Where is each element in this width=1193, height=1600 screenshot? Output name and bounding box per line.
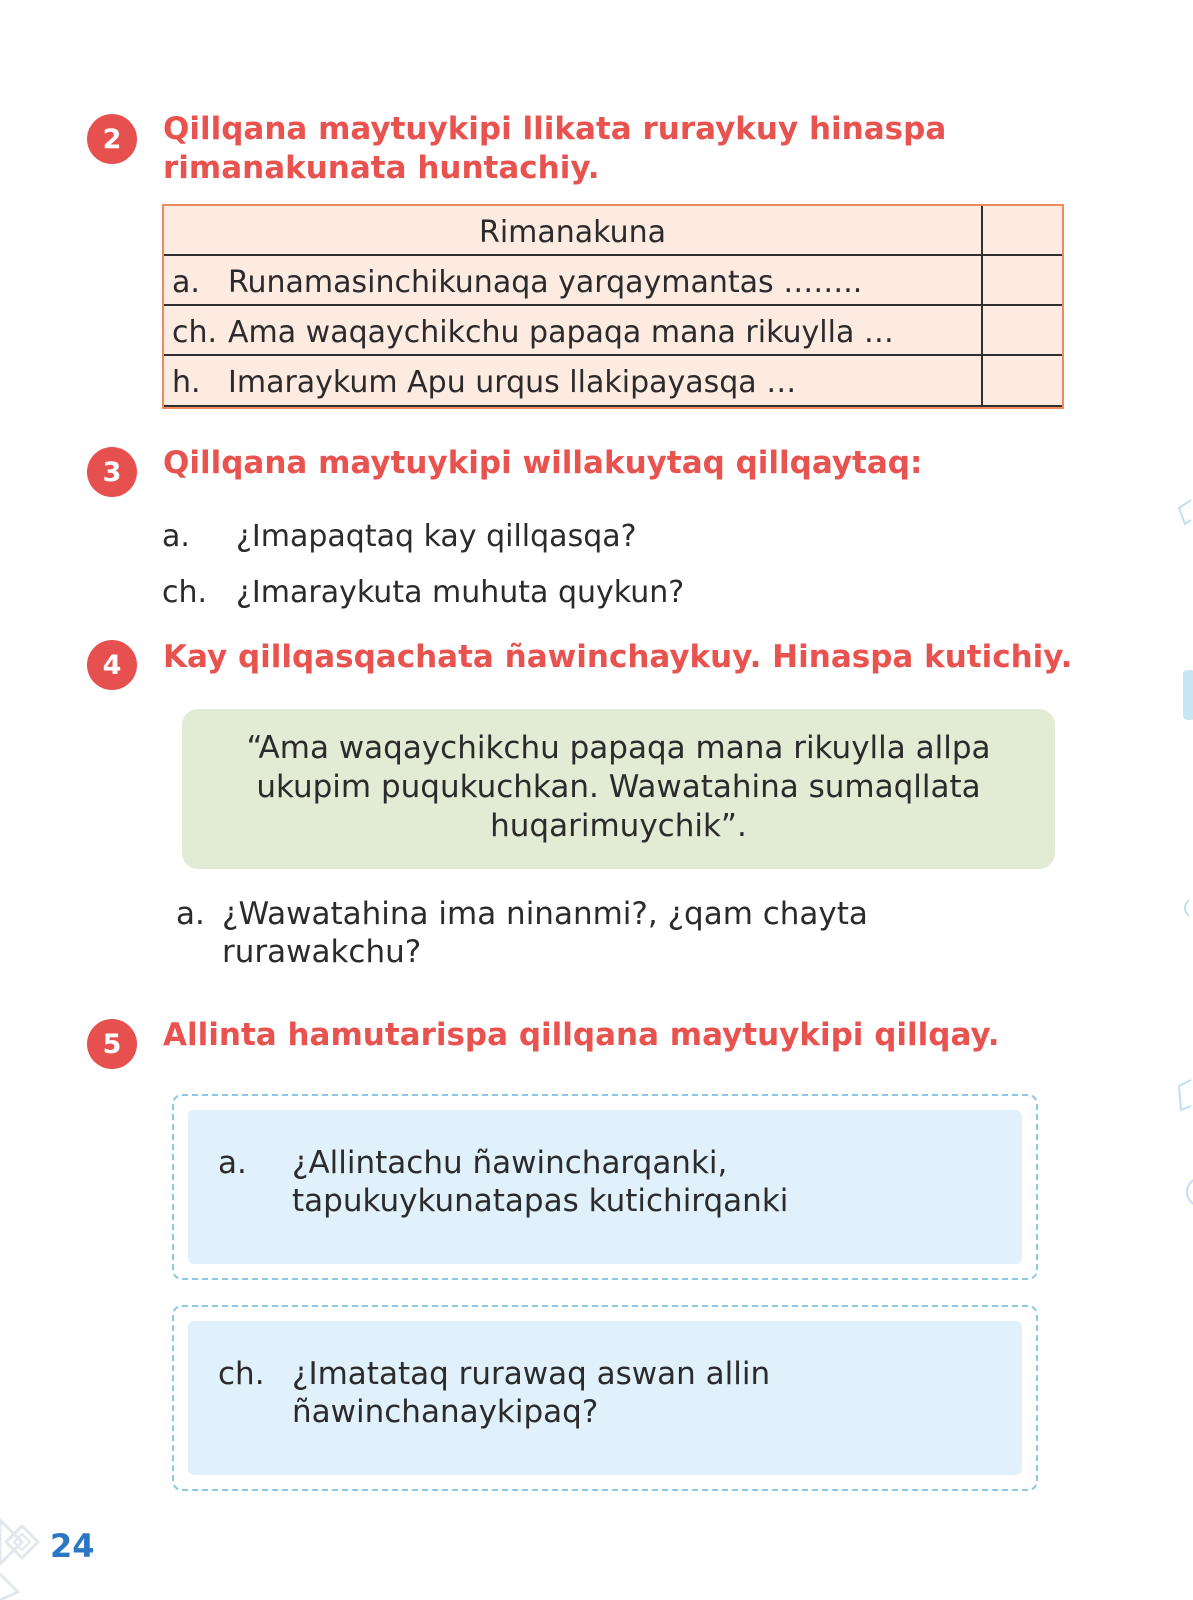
reflection-box xyxy=(172,1305,1038,1491)
item-text: ¿Imapaqtaq kay qillqasqa? xyxy=(236,519,637,554)
question-3-badge: 3 xyxy=(87,447,137,497)
question-4-title: Kay qillqasqachata ñawinchaykuy. Hinaspa kutichiy. xyxy=(163,639,1073,675)
reflection-letter: ch. xyxy=(218,1356,265,1392)
subquestion-letter: a. xyxy=(176,896,205,932)
item-letter: a. xyxy=(162,519,190,554)
reflection-letter: a. xyxy=(218,1145,247,1181)
reflection-line-2: ñawinchanaykipaq? xyxy=(292,1394,599,1430)
row-statement: Ama waqaychikchu papaqa mana rikuylla … xyxy=(228,315,894,350)
statements-table xyxy=(162,204,1064,409)
edge-doodle-icon xyxy=(1167,480,1193,1240)
subquestion-line-2: rurawakchu? xyxy=(222,934,422,970)
table-header: Rimanakuna xyxy=(478,215,667,250)
question-2-title xyxy=(163,110,946,188)
table-row-text xyxy=(172,264,862,302)
question-2-title-line2: rimanakunata huntachiy. xyxy=(163,150,600,186)
question-3-title: Qillqana maytuykipi willakuytaq qillqaytaq: xyxy=(163,445,923,481)
reflection-box-fill xyxy=(188,1321,1022,1475)
item-text: ¿Imaraykuta muhuta quykun? xyxy=(236,575,685,610)
table-header-row xyxy=(164,206,1062,256)
reflection-box xyxy=(172,1094,1038,1280)
question-2-title-line1: Qillqana maytuykipi llikata ruraykuy hinaspa xyxy=(163,111,947,147)
row-letter: ch. xyxy=(172,315,218,350)
table-row xyxy=(164,356,1062,407)
quote-line-2: ukupim puqukuchkan. Wawatahina sumaqllata xyxy=(256,769,981,805)
table-row-text xyxy=(172,314,894,352)
table-row xyxy=(164,256,1062,306)
page-number: 24 xyxy=(50,1527,95,1565)
question-5-badge: 5 xyxy=(87,1019,137,1069)
quote-line-3: huqarimuychik”. xyxy=(490,808,747,844)
quote-box xyxy=(182,709,1055,869)
table-row xyxy=(164,306,1062,356)
question-2-badge: 2 xyxy=(87,114,137,164)
item-letter: ch. xyxy=(162,575,208,610)
quote-line-1: “Ama waqaychikchu papaqa mana rikuylla allpa xyxy=(246,730,991,766)
question-5-title: Allinta hamutarispa qillqana maytuykipi qillqay. xyxy=(163,1017,1000,1053)
reflection-line-2: tapukuykunatapas kutichirqanki xyxy=(292,1183,789,1219)
reflection-line-1: ¿Allintachu ñawincharqanki, xyxy=(292,1145,728,1181)
reflection-item xyxy=(218,1355,770,1431)
reflection-line-1: ¿Imatataq rurawaq aswan allin xyxy=(292,1356,771,1392)
row-letter: a. xyxy=(172,265,200,300)
question-4-subquestion xyxy=(176,895,976,971)
list-item xyxy=(162,518,637,556)
table-column-divider xyxy=(981,206,983,407)
reflection-box-fill xyxy=(188,1110,1022,1264)
row-statement: Runamasinchikunaqa yarqaymantas …….. xyxy=(228,265,863,300)
list-item xyxy=(162,574,684,612)
question-4-badge: 4 xyxy=(87,640,137,690)
row-statement: Imaraykum Apu urqus llakipayasqa … xyxy=(228,365,797,400)
reflection-item xyxy=(218,1144,788,1220)
subquestion-line-1: ¿Wawatahina ima ninanmi?, ¿qam chayta xyxy=(222,896,868,932)
table-row-text xyxy=(172,364,796,402)
row-letter: h. xyxy=(172,365,201,400)
